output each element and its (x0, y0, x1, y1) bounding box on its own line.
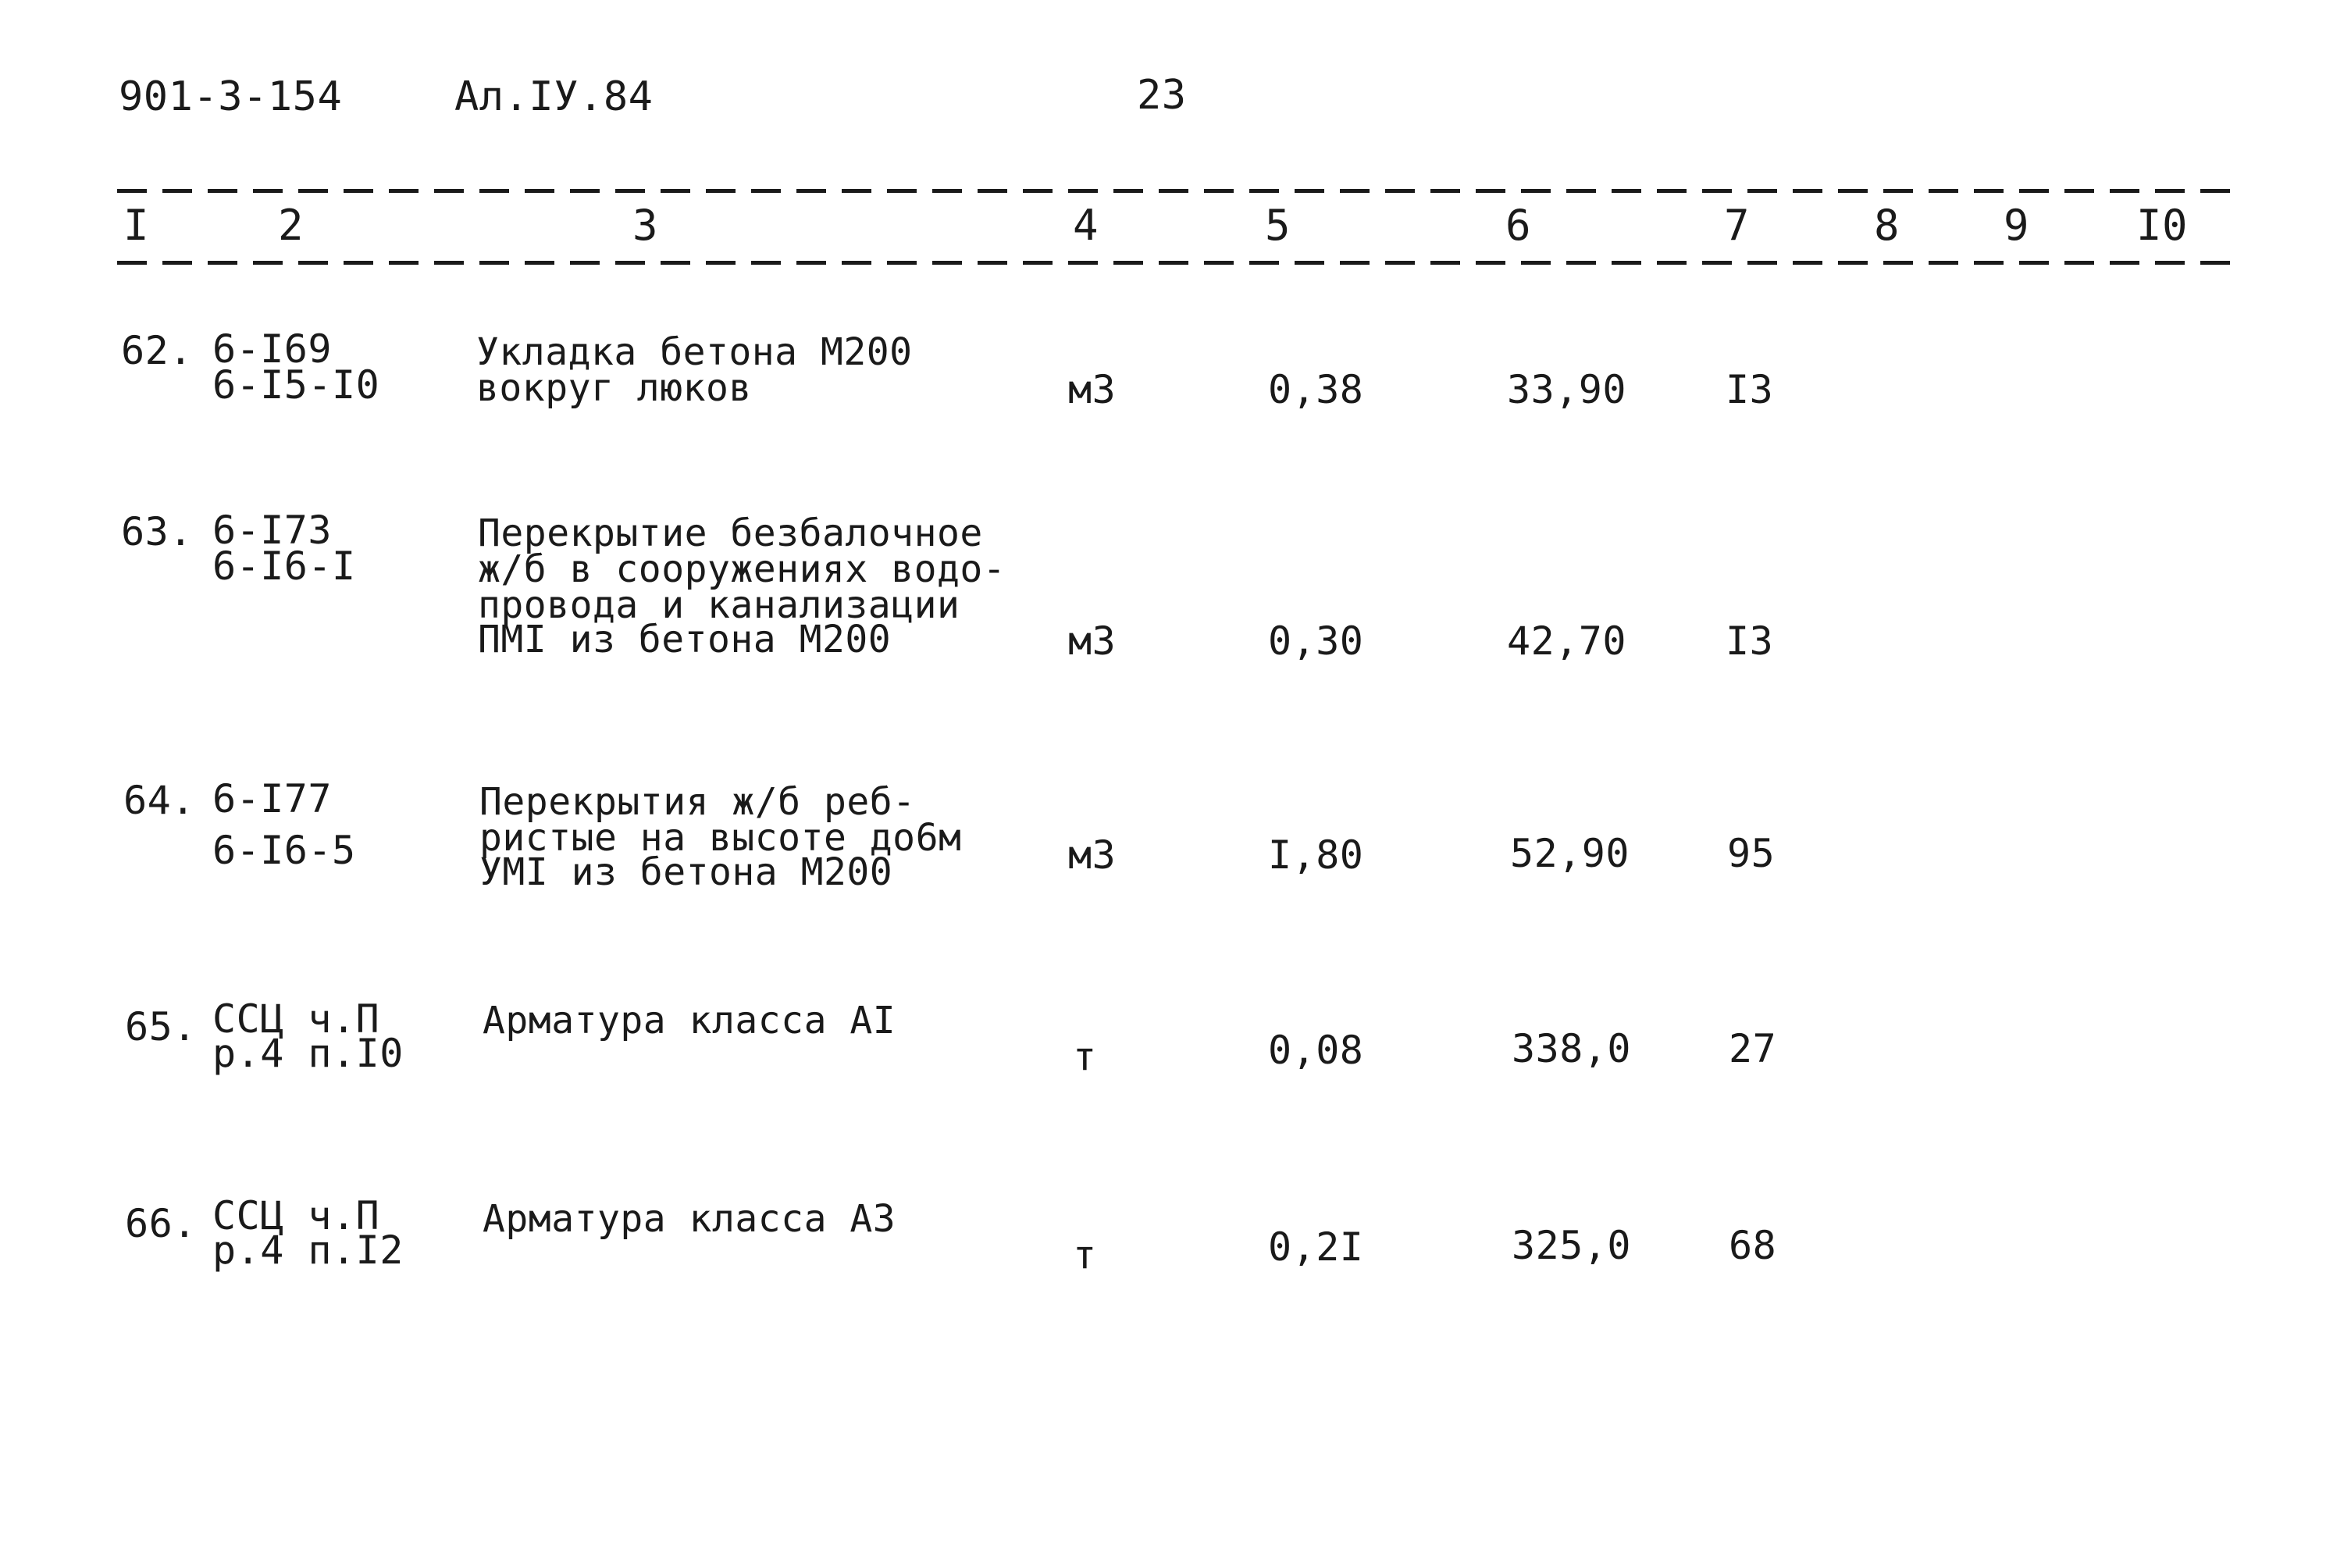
unit: м3 (1068, 367, 1117, 412)
unit-price: 33,90 (1507, 367, 1627, 412)
unit-price: 338,0 (1512, 1026, 1632, 1071)
column-header-6: 6 (1505, 201, 1532, 250)
unit: т (1073, 1034, 1097, 1079)
unit: м3 (1068, 832, 1117, 878)
quantity: 0,30 (1268, 618, 1364, 664)
work-description-line: Перекрытия ж/б реб- (479, 780, 916, 824)
work-description-line: Арматура класса АI (483, 999, 896, 1042)
unit-price: 52,90 (1510, 831, 1630, 876)
norm-code-line: 6-I69 (212, 326, 333, 372)
total-cost: 27 (1729, 1026, 1777, 1071)
total-cost: 95 (1727, 831, 1776, 876)
column-header-4: 4 (1073, 201, 1099, 250)
norm-code-line: ССЦ ч.П (212, 1193, 380, 1238)
album-ref: Ал.IУ.84 (454, 73, 654, 120)
norm-code-line: 6-I77 (212, 776, 333, 821)
norm-code-line: р.4 п.I0 (212, 1031, 404, 1076)
norm-code-line: р.4 п.I2 (212, 1228, 404, 1273)
norm-code-line: 6-I73 (212, 508, 333, 553)
row-number: 63. (121, 509, 193, 554)
work-description-line: провода и канализации (478, 583, 960, 627)
column-header-10: I0 (2136, 201, 2189, 250)
unit: т (1073, 1232, 1097, 1278)
column-header-5: 5 (1265, 201, 1291, 250)
norm-code-line: 6-I5-I0 (212, 362, 380, 408)
work-description-line: ж/б в сооружениях водо- (478, 547, 1006, 591)
total-cost: 68 (1729, 1223, 1777, 1268)
work-description-line: Арматура класса А3 (483, 1197, 896, 1241)
header-rule-top (117, 189, 2241, 193)
column-header-2: 2 (278, 201, 305, 250)
row-number: 65. (125, 1004, 197, 1049)
quantity: 0,2I (1268, 1224, 1364, 1270)
column-header-1: I (123, 201, 150, 250)
doc-number: 901-3-154 (119, 73, 343, 120)
unit-price: 325,0 (1512, 1223, 1632, 1268)
page-number: 23 (1137, 72, 1187, 119)
norm-code-line: 6-I6-5 (212, 828, 356, 873)
row-number: 62. (121, 328, 193, 373)
quantity: 0,08 (1268, 1028, 1364, 1073)
column-header-3: 3 (632, 201, 659, 250)
total-cost: I3 (1726, 367, 1774, 412)
work-description-line: ристые на высоте до6м (479, 816, 962, 860)
work-description-line: ПМI из бетона М200 (478, 618, 892, 661)
norm-code-line: 6-I6-I (212, 543, 356, 589)
column-header-9: 9 (2004, 201, 2030, 250)
work-description-line: Перекрытие безбалочное (478, 511, 983, 555)
header-rule-bottom (117, 261, 2241, 265)
total-cost: I3 (1726, 618, 1774, 664)
column-header-7: 7 (1724, 201, 1751, 250)
unit: м3 (1068, 618, 1117, 664)
work-description-line: вокруг люков (476, 366, 752, 410)
quantity: 0,38 (1268, 367, 1364, 412)
work-description-line: Укладка бетона М200 (476, 330, 913, 374)
quantity: I,80 (1268, 832, 1364, 878)
row-number: 64. (123, 778, 195, 823)
column-header-8: 8 (1874, 201, 1900, 250)
norm-code-line: ССЦ ч.П (212, 996, 380, 1042)
unit-price: 42,70 (1507, 618, 1627, 664)
work-description-line: УМI из бетона М200 (479, 850, 893, 894)
row-number: 66. (125, 1201, 197, 1246)
